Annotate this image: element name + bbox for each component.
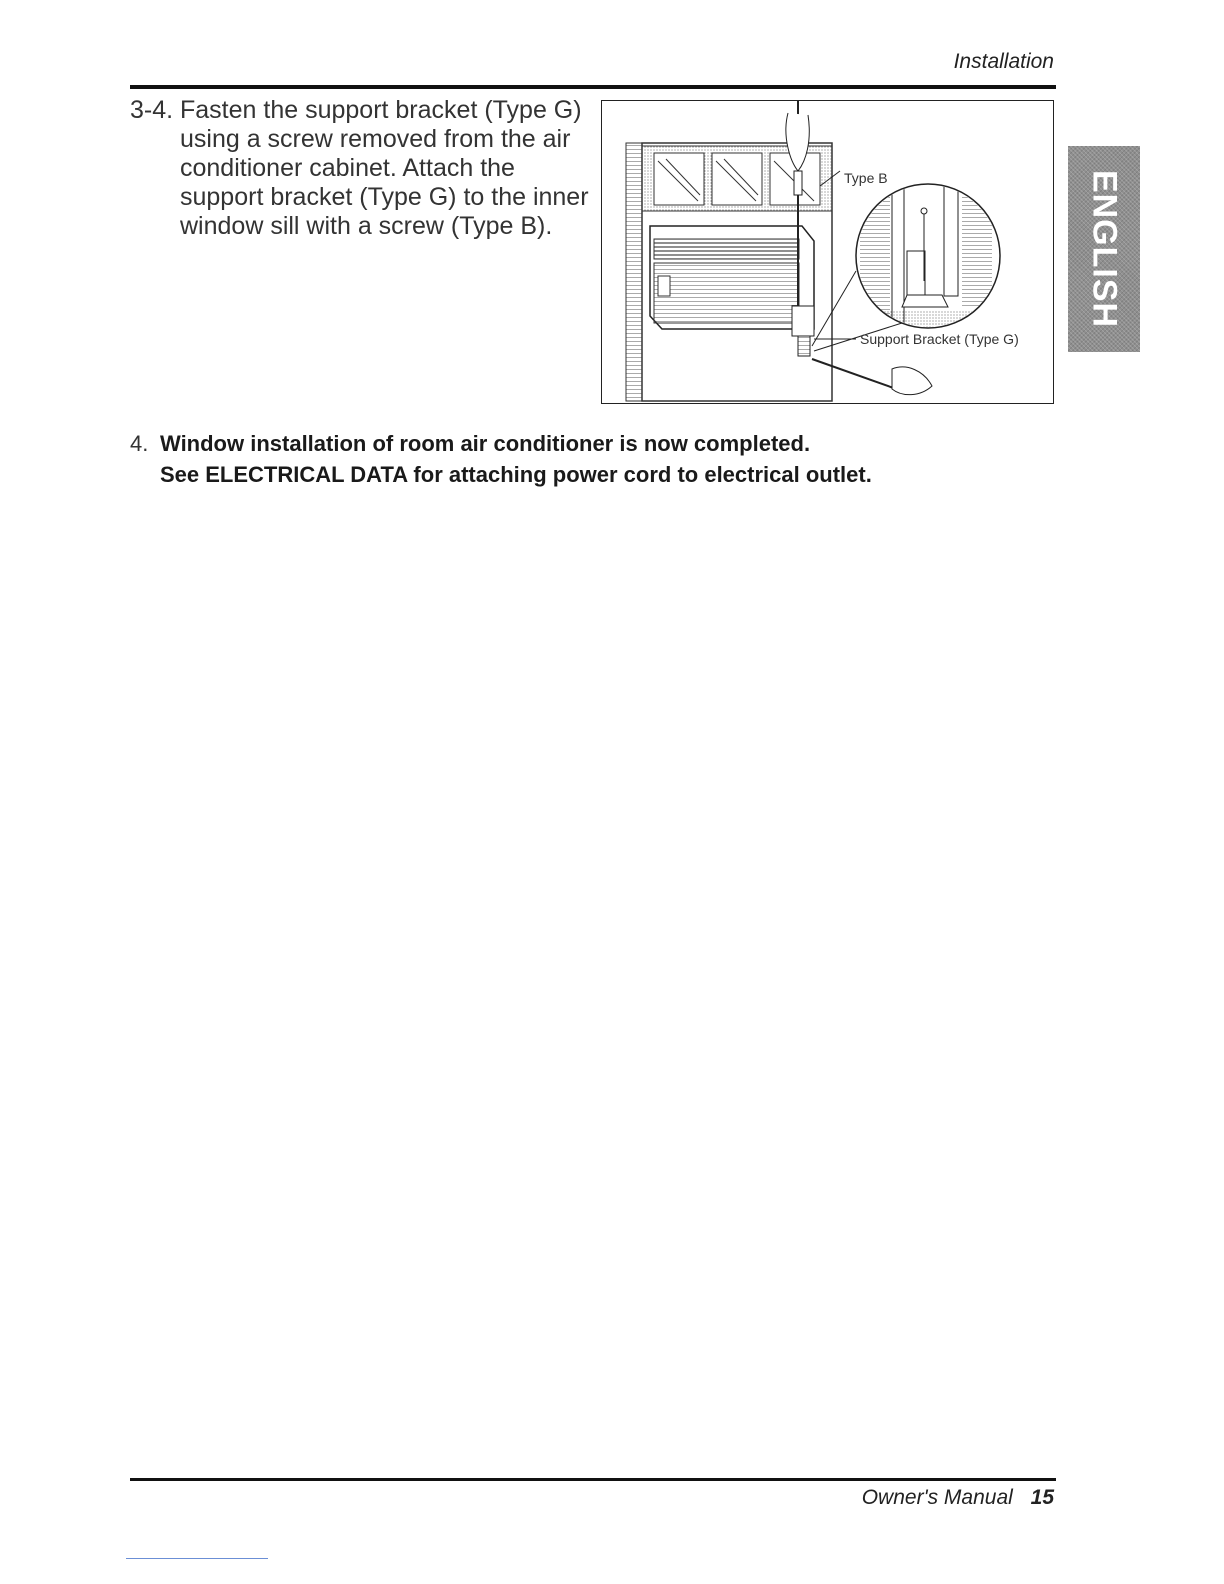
label-type-b: Type B: [844, 170, 888, 186]
section-title: Installation: [953, 50, 1054, 73]
manual-title: Owner's Manual: [861, 1486, 1013, 1509]
step-3-4: [130, 96, 600, 241]
step-4-line-1: Window installation of room air conditioner is now completed.: [160, 431, 811, 456]
header-rule: [130, 85, 1056, 89]
step-number: 3-4.: [130, 96, 174, 124]
footer-rule: [130, 1478, 1056, 1481]
page-number: 15: [1030, 1486, 1054, 1509]
step-4-number: 4.: [130, 431, 149, 456]
language-tab: [1068, 146, 1140, 352]
installation-figure: [601, 100, 1054, 404]
step-text: Fasten the support bracket (Type G) using a screw removed from the air conditioner cabinet. Attach the support bracket (Type G) to the inner window sill with a screw (Type B).: [180, 96, 589, 240]
footer: [862, 1486, 1054, 1510]
installation-illustration: [602, 101, 1052, 402]
step-4-line-2: See ELECTRICAL DATA for attaching power cord to electrical outlet.: [160, 462, 872, 487]
scan-artifact-line: [126, 1558, 268, 1559]
label-support-bracket: Support Bracket (Type G): [860, 331, 1019, 347]
step-4: [130, 428, 1050, 490]
language-tab-label: ENGLISH: [1085, 169, 1124, 329]
